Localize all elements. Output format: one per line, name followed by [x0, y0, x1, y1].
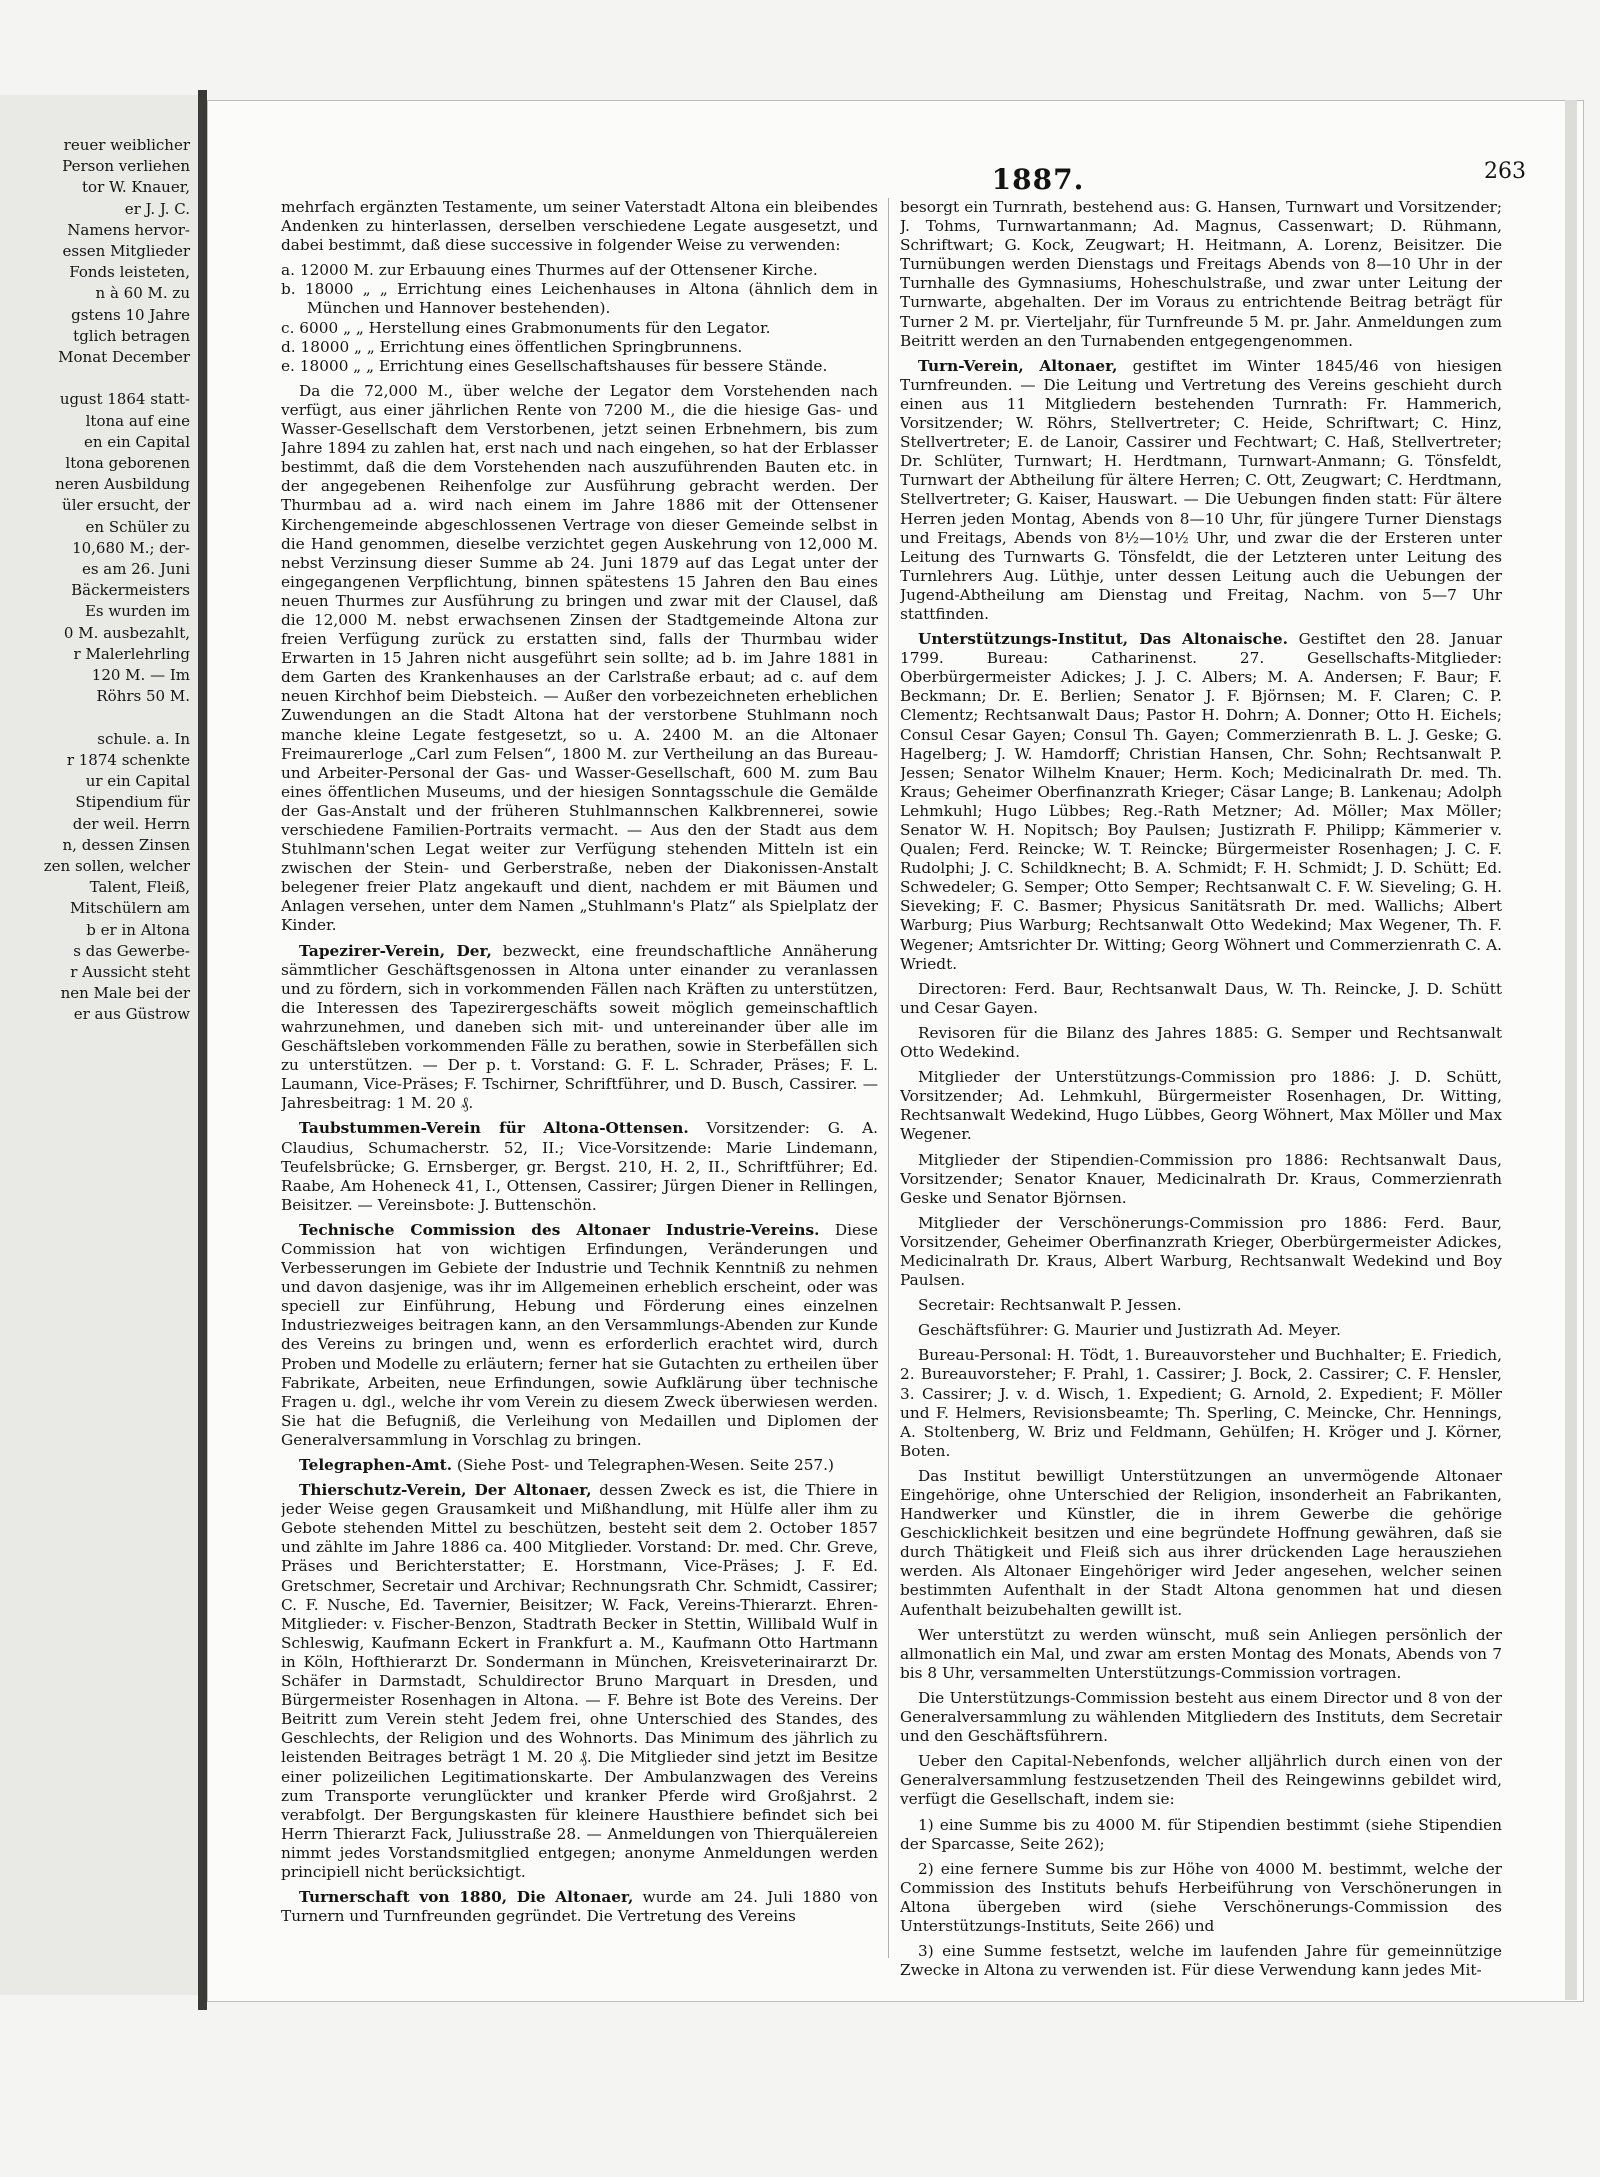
entry-thierschutz	[281, 1481, 878, 1882]
left-page-line: r Aussicht steht	[70, 962, 190, 981]
list-item: 1) eine Summe bis zu 4000 M. für Stipendien bestimmt (siehe Stipendien der Sparcasse, Seite 262);	[900, 1815, 1502, 1853]
entry-text: Gestiftet den 28. Januar 1799. Bureau: Catharinenst. 27. Gesellschafts-Mitglieder: Oberbürgermeister Adickes; J. J. C. Albers; M. A. Andersen; F. Baur; F. Beckmann; Dr. E. Berlien; Senator J. F. Björnsen; M. F. Claren; C. P. Clementz; Rechtsanwalt Daus; Pastor H. Dohrn; A. Donner; Otto H. Eichels; Consul Cesar Gayen; Consul Th. Gayen; Commerzienrath B. L. J. Geske; G. Hagelberg; J. W. Hamdorff; Christian Hansen, Chr. Sohn; Rechtsanwalt P. Jessen; Senator Wilhelm Knauer; Herm. Koch; Medicinalrath Dr. med. Th. Kraus; Geheimer Oberfinanzrath Krieger; Cäsar Lange; B. Lankenau; Adolph Lehmkuhl; Hugo Lübbes; Reg.-Rath Metzner; Ad. Möller; Max Möller; Senator W. H. Nopitsch; Boy Paulsen; Justizrath F. Philipp; Kämmerier v. Qualen; Ferd. Reincke; W. T. Reincke; Bürgermeister Rosenhagen; J. C. F. Rudolphi; J. C. Schildknecht; B. A. Schmidt; F. H. Schmidt; J. D. Schütt; Ed. Schwedeler; G. Semper; Otto Semper; Rechtsanwalt C. F. W. Sieveling; G. H. Sieveking; F. C. Basmer; Physicus Sanitätsrath Dr. med. Wallichs; Albert Warburg; Pius Warburg; Rechtsanwalt Otto Wedekind; Max Wegener, Th. F. Wegener; Amtsrichter Dr. Witting; Georg Wöhnert und Commerzienrath C. A. Wriedt.	[900, 630, 1502, 973]
left-page-line: ugust 1864 statt-	[59, 390, 190, 409]
entry-heading: Thierschutz-Verein, Der Altonaer,	[299, 1481, 592, 1500]
list-item: e. 18000 „ „ Errichtung eines Gesellschaftshauses für bessere Stände.	[281, 356, 828, 375]
paragraph: Mitglieder der Unterstützungs-Commission pro 1886: J. D. Schütt, Vorsitzender; Ad. Lehmkuhl, Bürgermeister Rosenhagen, Dr. Witting, Rechtsanwalt Wedekind, Hugo Lübbes, Georg Wöhnert, Max Möller und Max Wegener.	[900, 1068, 1502, 1144]
left-page-line: 0 M. ausbezahlt,	[63, 623, 190, 642]
left-page-line: Es wurden im	[84, 602, 190, 621]
entry-text: wurde am 24. Juli 1880 von Turnern und Turnfreunden gegründet. Die Vertretung des Vereins	[281, 1888, 878, 1926]
left-page-line: üler ersucht, der	[62, 496, 190, 515]
paragraph: mehrfach ergänzten Testamente, um seiner Vaterstadt Altona ein bleibendes Andenken zu hinterlassen, derselben verschiedene Legate ausgesetzt, und dabei bestimmt, daß diese successive in folgender Weise zu verwenden:	[281, 198, 878, 255]
entry-text: dessen Zweck es ist, die Thiere in jeder Weise gegen Grausamkeit und Mißhandlung, mit Hülfe aller ihm zu Gebote stehenden Mittel zu beschützen, besteht seit dem 2. October 1857 und zählte im Jahre 1886 ca. 400 Mitglieder. Vorstand: Dr. med. Chr. Greve, Präses und Berichterstatter; E. Horstmann, Vice-Präses; J. F. Ed. Gretschmer, Secretair und Archivar; Rechnungsrath Chr. Schmidt, Cassirer; C. F. Nusche, Ed. Tavernier, Beisitzer; W. Fack, Vereins-Thierarzt. Ehren-Mitglieder: v. Fischer-Benzon, Stadtrath Becker in Stettin, Willibald Wulf in Schleswig, Kaufmann Eckert in Frankfurt a. M., Kaufmann Otto Hartmann in Köln, Hofthierarzt Dr. Sondermann in München, Kreisveterinairarzt Dr. Schäfer in Darmstadt, Schuldirector Bruno Marquart in Dresden, und Bürgermeister Rosenhagen in Altona. — F. Behre ist Bote des Vereins. Der Beitritt zum Verein steht Jedem frei, ohne Unterschied des Standes, des Geschlechts, der Religion und des Wohnorts. Das Minimum des jährlich zu leistenden Beitrages beträgt 1 M. 20 ₰. Die Mitglieder sind jetzt im Besitze einer polizeilichen Legitimationskarte. Der Ambulanzwagen des Vereins zum Transporte verunglückter und kranker Pferde wird Großjahrst. 2 verabfolgt. Der Bergungskasten für kleinere Hausthiere befindet sich bei Herrn Thierarzt Fack, Juliusstraße 28. — Anmeldungen von Thierquälereien nimmt jedes Vorstandsmitglied entgegen; anonyme Anmeldungen werden principiell nicht berücksichtigt.	[281, 1481, 878, 1881]
running-head-year: 1887.	[991, 163, 1085, 196]
left-page-line	[10, 707, 190, 728]
paragraph: Directoren: Ferd. Baur, Rechtsanwalt Daus, W. Th. Reincke, J. D. Schütt und Cesar Gayen.	[900, 979, 1502, 1017]
entry-turnerschaft	[281, 1888, 878, 1926]
list-item: d. 18000 „ „ Errichtung eines öffentlichen Springbrunnens.	[281, 337, 743, 356]
entry-heading: Turnerschaft von 1880, Die Altonaer,	[299, 1888, 634, 1907]
left-page-line: gstens 10 Jahre	[71, 305, 190, 324]
left-page-line: es am 26. Juni	[81, 560, 190, 579]
list-item: a. 12000 M. zur Erbauung eines Thurmes auf der Ottensener Kirche.	[281, 261, 818, 280]
paragraph: Da die 72,000 M., über welche der Legator dem Vorstehenden nach verfügt, aus einer jährlichen Rente von 7200 M., die die hiesige Gas- und Wasser-Gesellschaft dem Verstorbenen, jetzt seinen Erbnehmern, bis zum Jahre 1894 zu zahlen hat, erst nach und nach eingehen, so hat der Erblasser bestimmt, daß die dem Vorstehenden nach auszuführenden Bauten etc. in der angegebenen Reihenfolge zur Ausführung gebracht werden. Der Thurmbau ad a. wird nach einem im Jahre 1886 mit der Ottensener Kirchengemeinde abgeschlossenen Vertrage von dieser Gemeinde selbst in die Hand genommen, dieselbe verzichtet gegen Auskehrung von 12,000 M. nebst Verzinsung dieser Summe ab 24. Juni 1879 auf das Legat unter der eingegangenen Verpflichtung, binnen spätestens 15 Jahren den Bau eines neuen Thurmes zur Ausführung zu bringen und zwar mit der Clausel, daß die 12,000 M. nebst erwachsenen Zinsen der Stadtgemeinde Altona zur freien Verfügung zurück zu erstatten sind, falls der Thurmbau wider Erwarten in 15 Jahren nicht ausgeführt sein sollte; ad b. im Jahre 1881 in dem Garten des Krankenhauses an der Carlstraße erbaut; ad c. auf dem neuen Kirchhof beim Diebsteich. — Außer den vorbezeichneten erheblichen Zuwendungen an die Stadt Altona hat der verstorbene Stuhlmann noch manche kleine Legate festgesetzt, so u. A. 2400 M. an die Altonaer Freimaurerloge „Carl zum Felsen“, 1800 M. zur Vertheilung an das Bureau- und Arbeiter-Personal der Gas- und Wasser-Gesellschaft, 600 M. zum Bau eines öffentlichen Museums, und der hiesigen Sonntagsschule die Gemälde der Gas-Anstalt und der früheren Stuhlmannschen Kalkbrennerei, sowie verschiedene Familien-Portraits vermacht. — Aus den der Stadt aus dem Stuhlmann'schen Legat weiter zur Verfügung stehenden Mitteln ist ein zwischen der Stein- und Gerberstraße, neben der Diakonissen-Anstalt belegener freier Platz angekauft und dient, nachdem er mit Bäumen und Anlagen versehen, unter dem Namen „Stuhlmann's Platz“ als Spielplatz der Kinder.	[281, 381, 878, 935]
paragraph: Ueber den Capital-Nebenfonds, welcher alljährlich durch einen von der Generalversammlung festzusetzenden Theil des Reingewinns gebildet wird, verfügt die Gesellschaft, indem sie:	[900, 1752, 1502, 1809]
entry-unterstuetzung	[900, 630, 1502, 974]
paragraph: Revisoren für die Bilanz des Jahres 1885: G. Semper und Rechtsanwalt Otto Wedekind.	[900, 1023, 1502, 1062]
entry-text: Diese Commission hat von wichtigen Erfindungen, Veränderungen und Verbesserungen im Gebiete der Industrie und Technik Kenntniß zu nehmen und davon dasjenige, was ihr im Allgemeinen erheblich erscheint, oder was speciell zur Einführung, Hebung und Förderung eines einzelnen Industriezweiges beitragen kann, an den Versammlungs-Abenden zur Kunde des Vereins zu bringen und, wenn es erforderlich erachtet wird, durch Proben und Modelle zu erläutern; ferner hat sie Gutachten zu ertheilen über Fabrikate, Arbeiten, neue Erfindungen, sowie Aufklärung über technische Fragen u. dgl., welche ihr vom Verein zu diesem Zweck überwiesen werden. Sie hat die Befugniß, die Verleihung von Medaillen und Diplomen der Generalversammlung in Vorschlag zu bringen.	[281, 1220, 878, 1449]
paragraph: Wer unterstützt zu werden wünscht, muß sein Anliegen persönlich der allmonatlich ein Mal, und zwar am ersten Montag des Monats, Abends von 7 bis 8 Uhr, versammelten Unterstützungs-Commission vortragen.	[900, 1625, 1502, 1682]
left-page-line: r 1874 schenkte	[66, 750, 190, 769]
list-item: c. 6000 „ „ Herstellung eines Grabmonuments für den Legator.	[281, 318, 771, 337]
left-page-line: Stipendium für	[75, 793, 190, 812]
left-page-line: ur ein Capital	[85, 772, 190, 791]
book-gutter	[198, 90, 207, 2010]
entry-text: Vorsitzender: G. A. Claudius, Schumacherstr. 52, II.; Vice-Vorsitzende: Marie Lindemann, Teufelsbrücke; G. Ernsberger, gr. Bergst. 210, H. 2, II., Schriftführer; Ed. Raabe, Am Hoheneck 41, I., Ottensen, Cassirer; Jürgen Diener in Rellingen, Beisitzer. — Vereinsbote: J. Buttenschön.	[281, 1119, 878, 1214]
paragraph: Mitglieder der Stipendien-Commission pro 1886: Rechtsanwalt Daus, Vorsitzender; Senator Knauer, Medicinalrath Dr. Kraus, Commerzienrath Geske und Senator Björnsen.	[900, 1150, 1502, 1207]
entry-heading: Tapezirer-Verein, Der,	[299, 941, 492, 960]
left-page-text	[10, 135, 190, 1026]
left-page-line: Namens hervor-	[67, 220, 190, 239]
entry-text: gestiftet im Winter 1845/46 von hiesigen Turnfreunden. — Die Leitung und Vertretung des Vereins geschieht durch einen aus 11 Mitgliedern bestehenden Turnrath: Fr. Hammerich, Vorsitzender; W. Röhrs, Stellvertreter; C. Heide, Schriftwart; C. Hinz, Stellvertreter; E. de Lanoir, Cassirer und Fechtwart; C. Haß, Stellvertreter; Dr. Schlüter, Turnwart; H. Herdtmann, Turnwart-Anmann; G. Tönsfeldt, Turnwart der Abtheilung für ältere Herren; C. Ott, Zeugwart; C. Herdtmann, Stellvertreter; G. Kaiser, Hauswart. — Die Uebungen finden statt: Für ältere Herren jeden Montag, Abends von 8—10 Uhr, für jüngere Turner Dienstags und Freitags, Abends von 8½—10½ Uhr, und zwar die der Ersteren unter Leitung des Turnwarts G. Tönsfeldt, die der Letzteren unter Leitung des Turnlehrers Aug. Lüthje, unter dessen Leitung auch die Uebungen der Jugend-Abtheilung am Dienstag und Freitag, Nachm. von 5—7 Uhr stattfinden.	[900, 356, 1502, 623]
left-page-line: neren Ausbildung	[55, 475, 190, 494]
left-page-line: Bäckermeisters	[71, 581, 190, 600]
left-page-line: er aus Güstrow	[73, 1005, 190, 1024]
left-page-line: s das Gewerbe-	[73, 941, 190, 960]
left-page-line: 120 M. — Im	[91, 666, 190, 685]
left-page-line: tglich betragen	[73, 326, 190, 345]
entry-heading: Telegraphen-Amt.	[299, 1456, 453, 1474]
paragraph: Secretair: Rechtsanwalt P. Jessen.	[918, 1296, 1182, 1315]
entry-technische	[281, 1221, 878, 1450]
left-page-line: Person verliehen	[62, 157, 190, 176]
left-page-line: tor W. Knauer,	[82, 178, 190, 197]
left-page-line: ltona geborenen	[65, 454, 190, 473]
left-page-line: Röhrs 50 M.	[96, 687, 190, 706]
page-edge	[1565, 100, 1577, 2000]
paragraph: Das Institut bewilligt Unterstützungen an unvermögende Altonaer Eingehörige, ohne Unterschied der Religion, insonderheit an Fabrikanten, Handwerker und Künstler, die in ihrem Gewerbe die gehörige Geschicklichkeit besitzen und eine begründete Hoffnung gewähren, daß sie durch Thätigkeit und Fleiß sich aus ihrer drückenden Lage herausziehen werden. Als Altonaer Eingehöriger wird Jeder angesehen, welcher seinen bestimmten Aufenthalt in der Stadt Altona genommen hat und diesen Aufenthalt beizubehalten gewillt ist.	[900, 1466, 1502, 1619]
left-page-line: n à 60 M. zu	[95, 284, 190, 303]
entry-turnverein	[900, 357, 1502, 624]
right-page	[207, 100, 1584, 2002]
left-page-line: schule. a. In	[97, 729, 190, 748]
entry-text: (Siehe Post- und Telegraphen-Wesen. Seite 257.)	[456, 1456, 834, 1474]
column-divider	[888, 198, 889, 1958]
entry-heading: Unterstützungs-Institut, Das Altonaische.	[918, 630, 1288, 649]
legacy-list	[281, 261, 878, 376]
entry-text: bezweckt, eine freundschaftliche Annäherung sämmtlicher Geschäftsgenossen in Altona unter einander zu veranlassen und zu fördern, sich in vorkommenden Fällen nach Kräften zu unterstützen, die Interessen des Tapezirergeschäfts soweit möglich gemeinschaftlich wahrzunehmen, und daneben sich mit- und untereinander über alle im Geschäftsleben vorkommenden Fälle zu berathen, sowie in Sterbefällen sich zu unterstützen. — Der p. t. Vorstand: G. F. L. Schrader, Präses; F. L. Laumann, Vice-Präses; F. Tschirner, Schriftführer, und D. Busch, Cassirer. — Jahresbeitrag: 1 M. 20 ₰.	[281, 941, 878, 1113]
paragraph: Die Unterstützungs-Commission besteht aus einem Director und 8 von der Generalversammlung zu wählenden Mitgliedern des Instituts, dem Secretair und den Geschäftsführern.	[900, 1688, 1502, 1746]
list-item: 3) eine Summe festsetzt, welche im laufenden Jahre für gemeinnützige Zwecke in Altona zu verwenden ist. Für diese Verwendung kann jedes Mit-	[900, 1942, 1502, 1978]
list-item: 2) eine fernere Summe bis zur Höhe von 4000 M. bestimmt, welche der Commission des Instituts behufs Herbeiführung von Verschönerungen in Altona übergeben wird (siehe Verschönerungs-Commission des Unterstützungs-Instituts, Seite 266) und	[900, 1859, 1502, 1935]
left-page-line	[10, 368, 190, 389]
left-page-line: ltona auf eine	[85, 411, 190, 430]
left-page-line: nen Male bei der	[60, 984, 190, 1003]
left-page-line: Monat December	[58, 348, 190, 367]
left-page-line: er J. J. C.	[124, 199, 190, 218]
entry-heading: Technische Commission des Altonaer Industrie-Vereins.	[299, 1220, 820, 1239]
left-page-line: reuer weiblicher	[63, 136, 190, 154]
left-page-line: Talent, Fleiß,	[89, 878, 190, 897]
left-page-line: r Malerlehrling	[73, 644, 190, 663]
left-page-line: en Schüler zu	[85, 517, 190, 536]
entry-taubstummen	[281, 1119, 878, 1214]
column-left	[281, 198, 878, 1978]
entry-heading: Taubstummen-Verein für Altona-Ottensen.	[299, 1119, 689, 1138]
paragraph: Geschäftsführer: G. Maurier und Justizrath Ad. Meyer.	[918, 1321, 1341, 1340]
left-page-line: b er in Altona	[86, 920, 190, 939]
paragraph: Bureau-Personal: H. Tödt, 1. Bureauvorsteher und Buchhalter; E. Friedich, 2. Bureauvorsteher; F. Prahl, 1. Cassirer; J. Bock, 2. Cassirer; C. F. Hensler, 3. Cassirer; J. v. d. Wisch, 1. Expedient; G. Arnold, 2. Expedient; F. Möller und F. Helmers, Revisionsbeamte; Th. Sperling, C. Meincke, Chr. Hennings, A. Stoltenberg, W. Briz und Feldmann, Gehülfen; H. Kröger und J. Körner, Boten.	[900, 1346, 1502, 1460]
left-page-line: essen Mitglieder	[62, 242, 190, 261]
page-number: 263	[1484, 159, 1526, 184]
entry-telegraphen	[281, 1456, 878, 1475]
left-page-line: Fonds leisteten,	[69, 263, 190, 282]
left-page	[0, 95, 201, 1995]
left-page-line: en ein Capital	[84, 432, 190, 451]
left-page-line: Mitschülern am	[69, 899, 190, 918]
left-page-line: 10,680 M.; der-	[72, 538, 190, 557]
entry-tapezirer	[281, 942, 878, 1114]
paragraph: besorgt ein Turnrath, bestehend aus: G. Hansen, Turnwart und Vorsitzender; J. Tohms, Turnwartanmann; Ad. Magnus, Cassenwart; D. Rühmann, Schriftwart; G. Kock, Zeugwart; H. Heitmann, A. Lorenz, Beisitzer. Die Turnübungen werden Dienstags und Freitags Abends von 8—10 Uhr in der Turnhalle des Gymnasiums, Hoheschulstraße, und zwar unter Leitung der Turnwarte, abgehalten. Der im Voraus zu entrichtende Beitrag beträgt für Turner 2 M. pr. Vierteljahr, für Turnfreunde 5 M. pr. Jahr. Anmeldungen zum Beitritt werden an den Turnabenden entgegengenommen.	[900, 198, 1502, 350]
left-page-line: n, dessen Zinsen	[62, 835, 190, 854]
paragraph: Mitglieder der Verschönerungs-Commission pro 1886: Ferd. Baur, Vorsitzender, Geheimer Oberfinanzrath Krieger, Oberbürgermeister Adickes, Medicinalrath Dr. Kraus, Albert Warburg, Rechtsanwalt Wedekind und Boy Paulsen.	[900, 1213, 1502, 1290]
entry-heading: Turn-Verein, Altonaer,	[918, 356, 1118, 375]
list-item: b. 18000 „ „ Errichtung eines Leichenhauses in Altona (ähnlich dem in München und Hannover bestehenden).	[281, 280, 878, 318]
left-page-line: zen sollen, welcher	[43, 856, 190, 875]
left-page-line: der weil. Herrn	[72, 814, 190, 833]
column-right	[900, 198, 1502, 1978]
